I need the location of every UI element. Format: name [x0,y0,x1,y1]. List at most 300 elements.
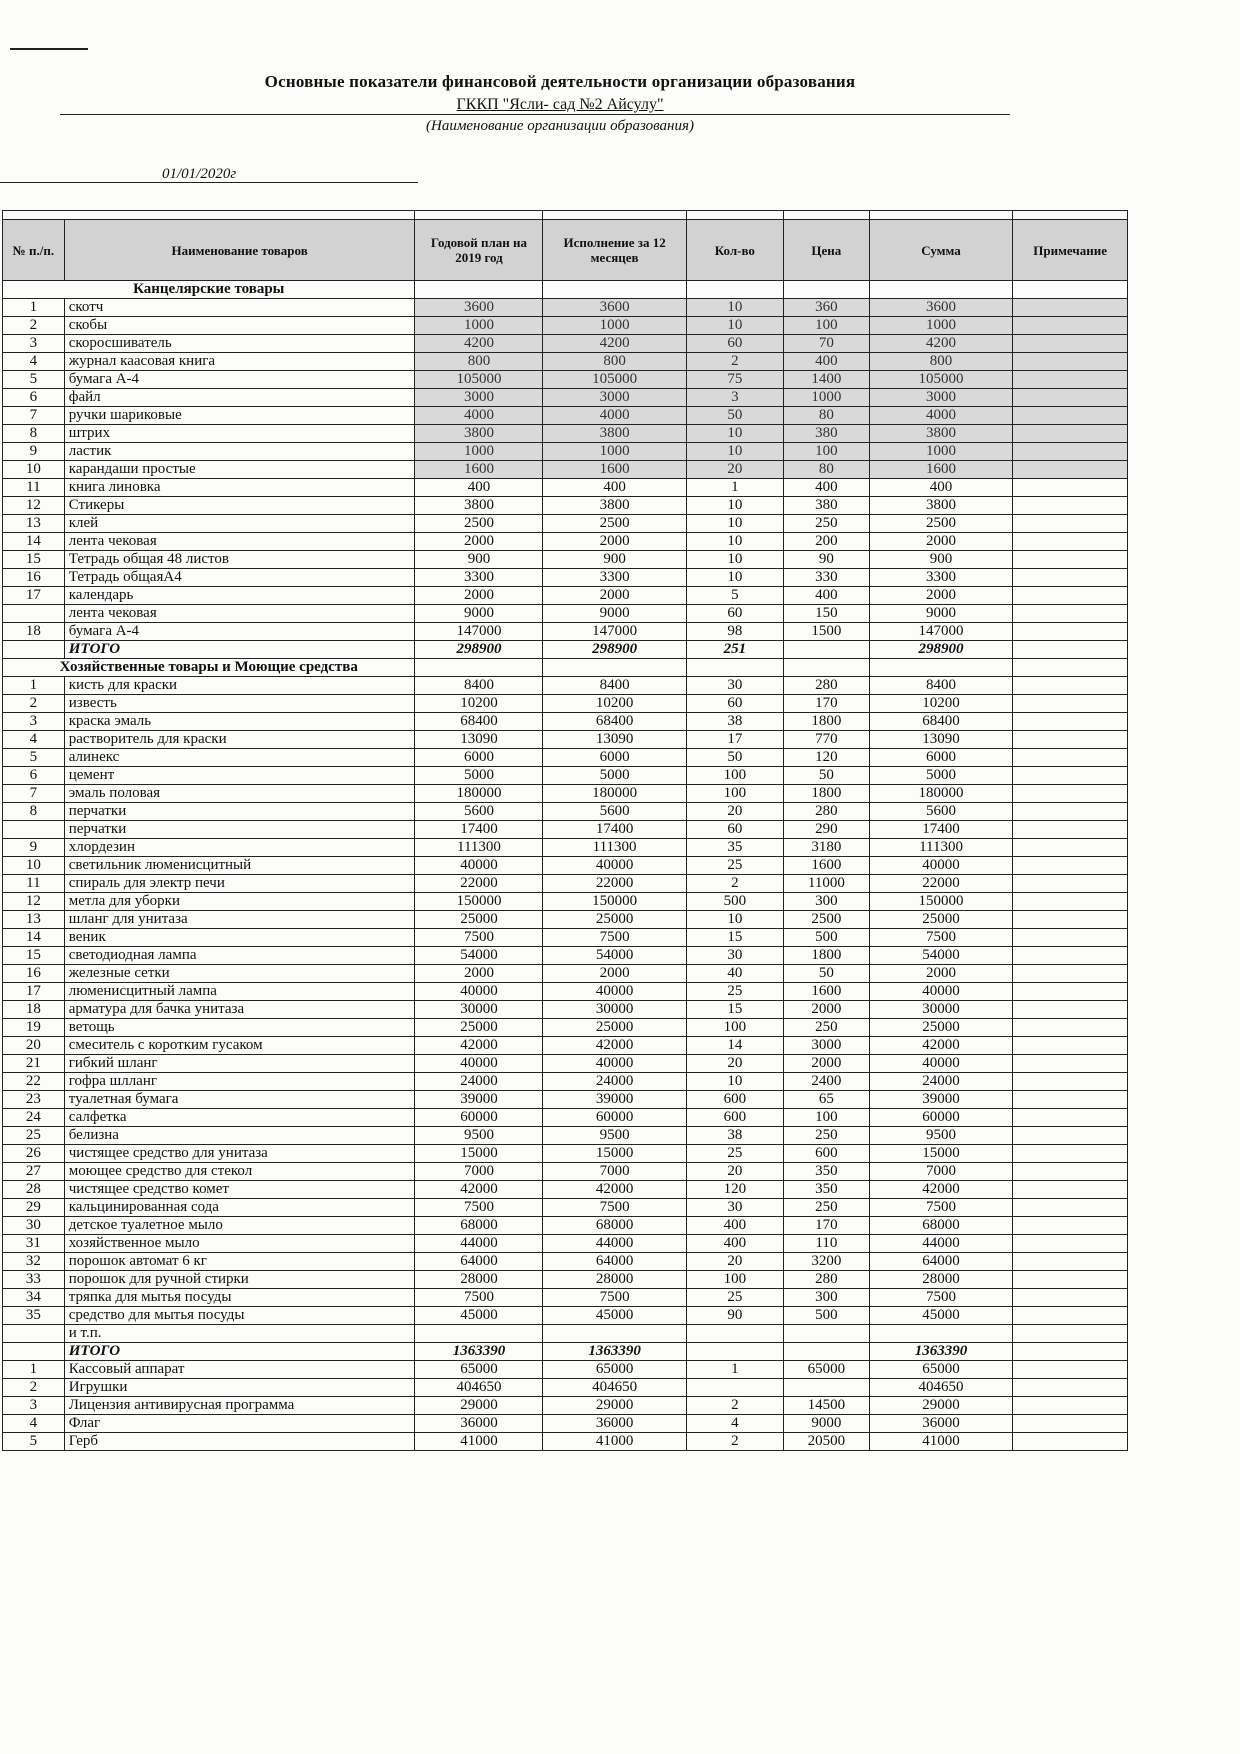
item-name: гофра шлланг [64,1073,415,1091]
sum-value: 9000 [869,605,1012,623]
col-header-note: Примечание [1013,220,1128,281]
table-row [3,389,1128,407]
sum-value: 5000 [869,767,1012,785]
price-value: 100 [783,317,869,335]
plan-value: 42000 [415,1181,543,1199]
item-name: скотч [64,299,415,317]
note-cell [1013,371,1128,389]
total-qty [686,1343,783,1361]
sum-value: 68000 [869,1217,1012,1235]
execution-value: 64000 [543,1253,686,1271]
note-cell [1013,1163,1128,1181]
qty-value: 3 [686,389,783,407]
plan-value: 180000 [415,785,543,803]
table-row [3,623,1128,641]
col-header-name: Наименование товаров [64,220,415,281]
sum-value: 1000 [869,443,1012,461]
execution-value: 30000 [543,1001,686,1019]
qty-value: 30 [686,947,783,965]
execution-value: 3800 [543,497,686,515]
execution-value: 111300 [543,839,686,857]
price-value: 2500 [783,911,869,929]
top-dash [10,48,88,50]
empty-cell [869,281,1012,299]
execution-value: 3000 [543,389,686,407]
item-name: и т.п. [64,1325,415,1343]
sum-value: 7000 [869,1163,1012,1181]
execution-value: 40000 [543,983,686,1001]
execution-value: 5600 [543,803,686,821]
empty-cell [415,281,543,299]
item-name: салфетка [64,1109,415,1127]
col-header-execution: Исполнение за 12 месяцев [543,220,686,281]
plan-value: 9000 [415,605,543,623]
qty-value: 2 [686,1433,783,1451]
price-value: 200 [783,533,869,551]
plan-value: 54000 [415,947,543,965]
sum-value: 65000 [869,1361,1012,1379]
item-name: чистящее средство для унитаза [64,1145,415,1163]
sum-value: 7500 [869,1289,1012,1307]
note-cell [1013,947,1128,965]
execution-value: 1000 [543,317,686,335]
item-name: детское туалетное мыло [64,1217,415,1235]
note-cell [1013,623,1128,641]
section-title: Хозяйственные товары и Моющие средства [3,659,415,677]
table-row [3,479,1128,497]
row-number: 18 [3,1001,65,1019]
total-price [783,641,869,659]
execution-value: 7500 [543,929,686,947]
table-row [3,803,1128,821]
note-cell [1013,461,1128,479]
qty-value: 75 [686,371,783,389]
plan-value: 1000 [415,443,543,461]
price-value: 330 [783,569,869,587]
total-label: ИТОГО [64,1343,415,1361]
row-number: 2 [3,1379,65,1397]
sum-value: 2000 [869,587,1012,605]
note-cell [1013,1415,1128,1433]
item-name: ластик [64,443,415,461]
price-value: 80 [783,461,869,479]
execution-value: 54000 [543,947,686,965]
row-number: 23 [3,1091,65,1109]
sum-value: 800 [869,353,1012,371]
plan-value: 7500 [415,929,543,947]
note-cell [1013,1379,1128,1397]
table-row [3,677,1128,695]
table-row [3,1289,1128,1307]
price-value: 80 [783,407,869,425]
table-row [3,857,1128,875]
execution-value: 17400 [543,821,686,839]
sum-value: 404650 [869,1379,1012,1397]
row-number: 1 [3,677,65,695]
plan-value: 3600 [415,299,543,317]
plan-value: 7500 [415,1199,543,1217]
note-cell [1013,1343,1128,1361]
note-cell [1013,713,1128,731]
table-row [3,1091,1128,1109]
total-label: ИТОГО [64,641,415,659]
execution-value: 150000 [543,893,686,911]
table-row [3,299,1128,317]
row-number: 10 [3,857,65,875]
row-number: 27 [3,1163,65,1181]
qty-value: 10 [686,425,783,443]
price-value: 360 [783,299,869,317]
sum-value: 42000 [869,1181,1012,1199]
note-cell [1013,1397,1128,1415]
row-number: 4 [3,353,65,371]
price-value: 3180 [783,839,869,857]
item-name: метла для уборки [64,893,415,911]
row-number: 10 [3,461,65,479]
execution-value: 15000 [543,1145,686,1163]
note-cell [1013,893,1128,911]
execution-value: 44000 [543,1235,686,1253]
plan-value: 3800 [415,425,543,443]
note-cell [1013,983,1128,1001]
qty-value: 10 [686,911,783,929]
sum-value: 7500 [869,929,1012,947]
header-spacer [869,211,1012,220]
price-value: 1800 [783,713,869,731]
note-cell [1013,407,1128,425]
row-number: 35 [3,1307,65,1325]
row-number: 14 [3,929,65,947]
qty-value: 50 [686,407,783,425]
sum-value: 2500 [869,515,1012,533]
table-row [3,875,1128,893]
item-name: лента чековая [64,605,415,623]
note-cell [1013,1181,1128,1199]
plan-value: 3800 [415,497,543,515]
qty-value: 20 [686,803,783,821]
execution-value: 10200 [543,695,686,713]
item-name: Кассовый аппарат [64,1361,415,1379]
item-name: Флаг [64,1415,415,1433]
qty-value: 400 [686,1217,783,1235]
row-number: 5 [3,371,65,389]
table-row [3,1325,1128,1343]
table-row [3,731,1128,749]
plan-value: 4000 [415,407,543,425]
empty-cell [783,281,869,299]
qty-value: 1 [686,479,783,497]
total-plan: 1363390 [415,1343,543,1361]
item-name: растворитель для краски [64,731,415,749]
item-name: белизна [64,1127,415,1145]
price-value: 280 [783,803,869,821]
qty-value: 50 [686,749,783,767]
item-name: Стикеры [64,497,415,515]
plan-value: 1600 [415,461,543,479]
item-name: смеситель с коротким гусаком [64,1037,415,1055]
row-number: 24 [3,1109,65,1127]
item-name: чистящее средство комет [64,1181,415,1199]
table-row [3,551,1128,569]
price-value: 300 [783,893,869,911]
item-name: шланг для унитаза [64,911,415,929]
plan-value: 800 [415,353,543,371]
note-cell [1013,1433,1128,1451]
header-spacer [543,211,686,220]
item-name: бумага А-4 [64,371,415,389]
price-value: 380 [783,425,869,443]
note-cell [1013,785,1128,803]
sum-value: 7500 [869,1199,1012,1217]
row-number: 14 [3,533,65,551]
item-name: арматура для бачка унитаза [64,1001,415,1019]
organization-name: ГККП "Ясли- сад №2 Айсулу" [456,96,664,113]
row-number: 5 [3,749,65,767]
row-number: 19 [3,1019,65,1037]
table-row [3,1271,1128,1289]
item-name: ветощь [64,1019,415,1037]
price-value: 2000 [783,1055,869,1073]
qty-value: 10 [686,515,783,533]
note-cell [1013,1235,1128,1253]
table-row [3,821,1128,839]
table-row [3,533,1128,551]
total-row [3,641,1128,659]
plan-value: 3300 [415,569,543,587]
price-value: 65 [783,1091,869,1109]
qty-value: 30 [686,677,783,695]
plan-value: 36000 [415,1415,543,1433]
row-number: 2 [3,317,65,335]
item-name: люменисцитный лампа [64,983,415,1001]
price-value: 300 [783,1289,869,1307]
row-number: 13 [3,911,65,929]
row-number: 29 [3,1199,65,1217]
item-name: скобы [64,317,415,335]
plan-value: 24000 [415,1073,543,1091]
price-value: 1500 [783,623,869,641]
qty-value: 4 [686,1415,783,1433]
qty-value: 90 [686,1307,783,1325]
sum-value: 22000 [869,875,1012,893]
price-value: 280 [783,1271,869,1289]
row-number: 5 [3,1433,65,1451]
plan-value: 40000 [415,1055,543,1073]
plan-value: 68000 [415,1217,543,1235]
plan-value: 900 [415,551,543,569]
note-cell [1013,299,1128,317]
qty-value: 1 [686,1361,783,1379]
qty-value: 10 [686,1073,783,1091]
row-number: 22 [3,1073,65,1091]
row-number: 3 [3,1397,65,1415]
table-row [3,1055,1128,1073]
qty-value [686,1325,783,1343]
price-value: 2000 [783,1001,869,1019]
qty-value: 25 [686,983,783,1001]
plan-value: 40000 [415,857,543,875]
item-name: перчатки [64,821,415,839]
table-row [3,695,1128,713]
table-row [3,371,1128,389]
price-value: 380 [783,497,869,515]
qty-value: 30 [686,1199,783,1217]
plan-value: 45000 [415,1307,543,1325]
plan-value: 10200 [415,695,543,713]
table-row [3,587,1128,605]
execution-value: 3600 [543,299,686,317]
sum-value: 60000 [869,1109,1012,1127]
table-row [3,785,1128,803]
row-number: 4 [3,731,65,749]
table-row [3,749,1128,767]
item-name: Тетрадь общаяА4 [64,569,415,587]
execution-value: 9000 [543,605,686,623]
execution-value: 60000 [543,1109,686,1127]
note-cell [1013,1037,1128,1055]
header-spacer [686,211,783,220]
execution-value: 9500 [543,1127,686,1145]
row-number: 7 [3,785,65,803]
plan-value: 111300 [415,839,543,857]
sum-value: 45000 [869,1307,1012,1325]
empty-cell [686,659,783,677]
table-row [3,929,1128,947]
qty-value: 600 [686,1109,783,1127]
execution-value: 8400 [543,677,686,695]
price-value: 1800 [783,785,869,803]
qty-value: 10 [686,533,783,551]
plan-value: 68400 [415,713,543,731]
execution-value: 42000 [543,1037,686,1055]
row-number: 3 [3,713,65,731]
item-name: ручки шариковые [64,407,415,425]
execution-value: 7500 [543,1289,686,1307]
row-number: 16 [3,965,65,983]
sum-value: 24000 [869,1073,1012,1091]
price-value [783,1325,869,1343]
price-value: 770 [783,731,869,749]
price-value: 350 [783,1163,869,1181]
note-cell [1013,1055,1128,1073]
item-name: гибкий шланг [64,1055,415,1073]
price-value: 400 [783,587,869,605]
plan-value: 25000 [415,1019,543,1037]
qty-value: 60 [686,821,783,839]
price-value: 120 [783,749,869,767]
note-cell [1013,695,1128,713]
execution-value: 404650 [543,1379,686,1397]
execution-value: 900 [543,551,686,569]
price-value: 1000 [783,389,869,407]
sum-value: 3000 [869,389,1012,407]
qty-value: 120 [686,1181,783,1199]
item-name: кисть для краски [64,677,415,695]
row-number: 7 [3,407,65,425]
note-cell [1013,965,1128,983]
plan-value: 64000 [415,1253,543,1271]
row-number: 9 [3,443,65,461]
item-name: Игрушки [64,1379,415,1397]
note-cell [1013,1091,1128,1109]
sum-value: 42000 [869,1037,1012,1055]
price-value: 500 [783,929,869,947]
note-cell [1013,767,1128,785]
price-value: 400 [783,353,869,371]
table-row [3,317,1128,335]
execution-value: 2500 [543,515,686,533]
table-row [3,1145,1128,1163]
note-cell [1013,335,1128,353]
execution-value: 28000 [543,1271,686,1289]
row-number: 11 [3,479,65,497]
organization-caption: (Наименование организации образования) [426,118,694,134]
sum-value: 13090 [869,731,1012,749]
qty-value: 10 [686,551,783,569]
sum-value: 147000 [869,623,1012,641]
table-row [3,1037,1128,1055]
empty-cell [415,659,543,677]
row-number: 17 [3,983,65,1001]
table-row [3,335,1128,353]
note-cell [1013,533,1128,551]
table-row [3,983,1128,1001]
sum-value: 3800 [869,497,1012,515]
item-name: книга линовка [64,479,415,497]
sum-value: 17400 [869,821,1012,839]
execution-value: 24000 [543,1073,686,1091]
qty-value: 14 [686,1037,783,1055]
col-header-plan: Годовой план на 2019 год [415,220,543,281]
price-value: 400 [783,479,869,497]
execution-value: 2000 [543,587,686,605]
row-number: 28 [3,1181,65,1199]
item-name: перчатки [64,803,415,821]
item-name: железные сетки [64,965,415,983]
plan-value: 4200 [415,335,543,353]
item-name: средство для мытья посуды [64,1307,415,1325]
qty-value: 2 [686,353,783,371]
price-value: 170 [783,1217,869,1235]
table-row [3,713,1128,731]
sum-value: 25000 [869,911,1012,929]
plan-value: 25000 [415,911,543,929]
price-value: 3200 [783,1253,869,1271]
note-cell [1013,353,1128,371]
note-cell [1013,425,1128,443]
sum-value: 8400 [869,677,1012,695]
sum-value: 15000 [869,1145,1012,1163]
empty-cell [686,281,783,299]
table-row [3,1379,1128,1397]
execution-value: 25000 [543,911,686,929]
price-value: 250 [783,1199,869,1217]
note-cell [1013,1289,1128,1307]
sum-value: 40000 [869,857,1012,875]
price-value: 250 [783,515,869,533]
plan-value: 65000 [415,1361,543,1379]
price-value: 110 [783,1235,869,1253]
sum-value: 2000 [869,965,1012,983]
note-cell [1013,587,1128,605]
price-value: 500 [783,1307,869,1325]
section-title: Канцелярские товары [3,281,415,299]
note-cell [1013,551,1128,569]
price-value: 50 [783,965,869,983]
price-value: 1600 [783,983,869,1001]
total-sum: 1363390 [869,1343,1012,1361]
row-number: 16 [3,569,65,587]
